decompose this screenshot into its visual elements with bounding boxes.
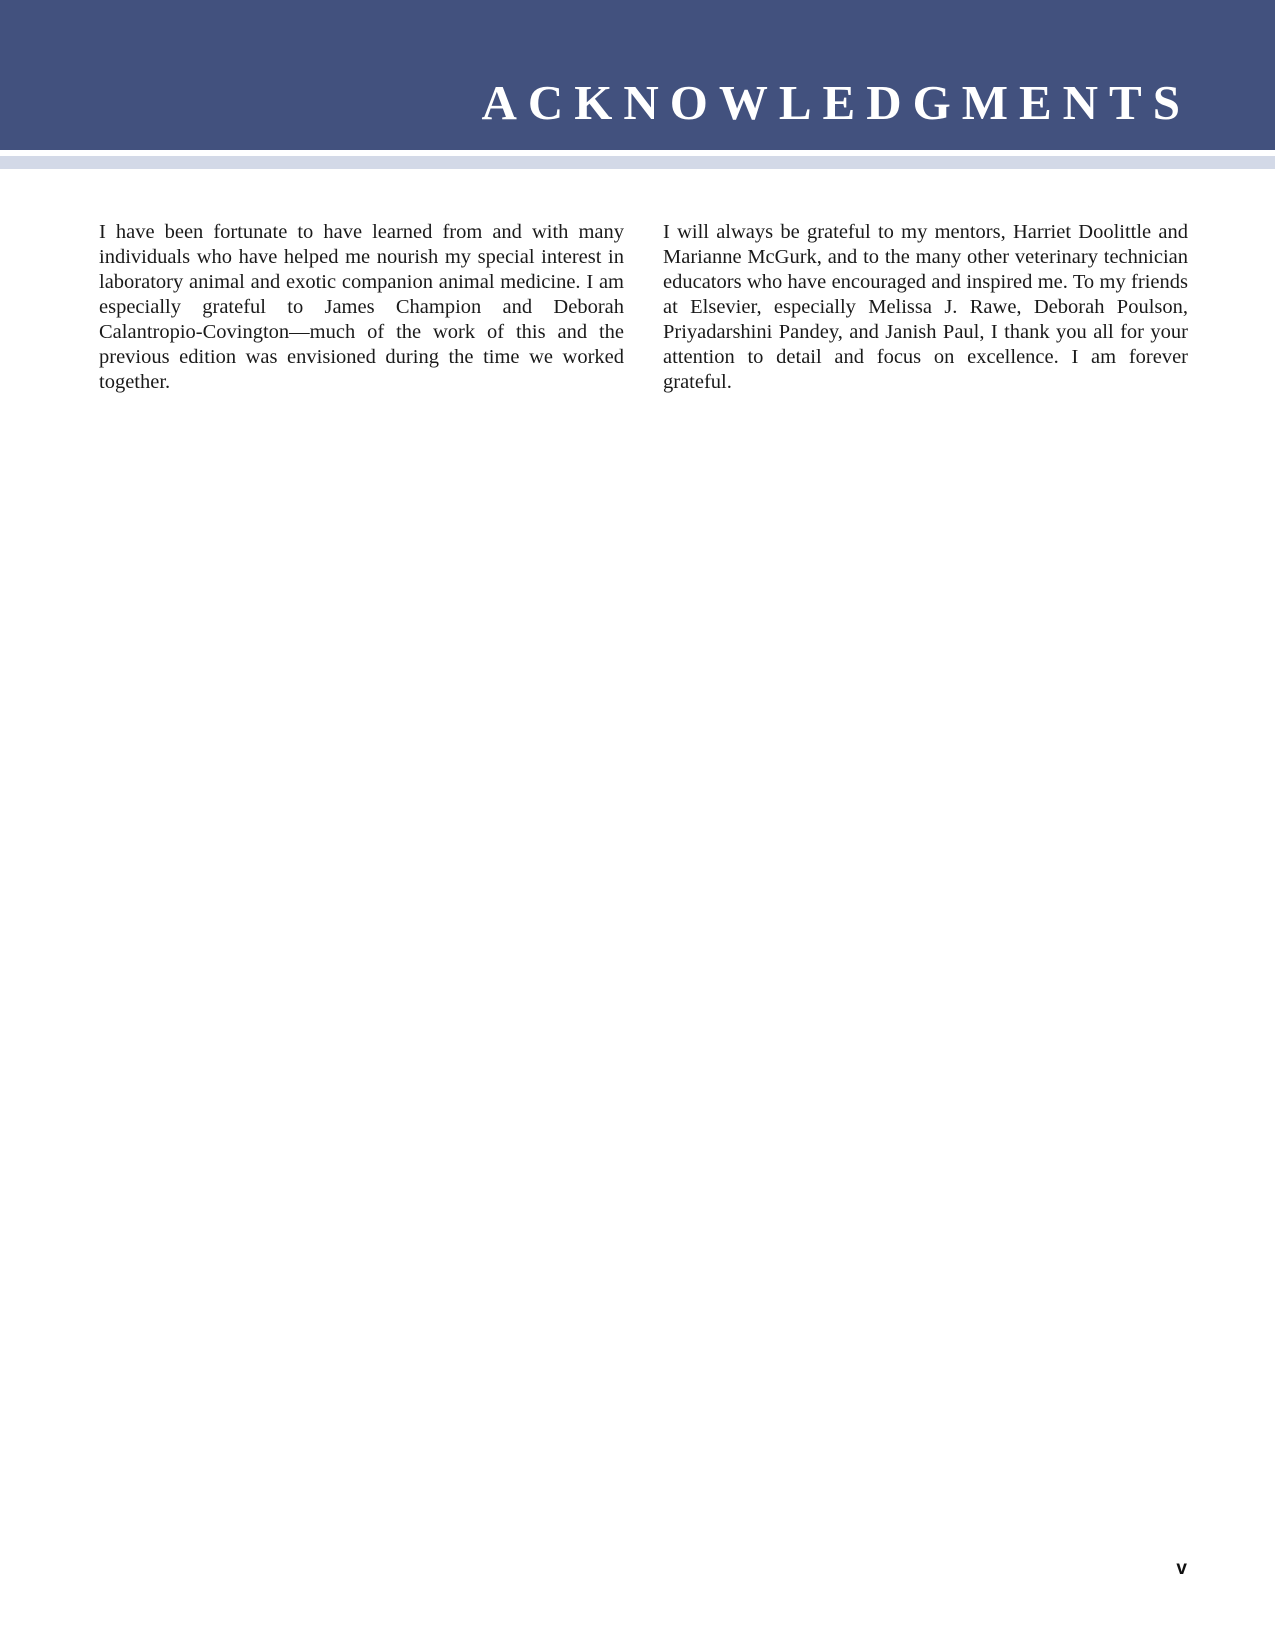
body-columns bbox=[99, 220, 1188, 395]
right-column-paragraph: I will always be grateful to my mentors, Harriet Doolittle and Marianne McGurk, and to the many other veterinary technician educators who have encouraged and inspired me. To my friends at Elsevier, especially Melissa J. Rawe, Deborah Poulson, Priyadarshini Pandey, and Janish Paul, I thank you all for your attention to detail and focus on excellence. I am forever grateful. bbox=[663, 221, 1188, 393]
left-column-paragraph: I have been fortunate to have learned from and with many individuals who have helped me nourish my special interest in laboratory animal and exotic companion animal medicine. I am especially grateful to James Champion and Deborah Calantropio-Covington—much of the work of this and the previous edition was envisioned during the time we worked together. bbox=[99, 221, 624, 393]
header-band bbox=[0, 0, 1275, 150]
page-title: ACKNOWLEDGMENTS bbox=[481, 75, 1191, 130]
header-divider bbox=[0, 156, 1275, 169]
page-number: v bbox=[1176, 1558, 1187, 1579]
